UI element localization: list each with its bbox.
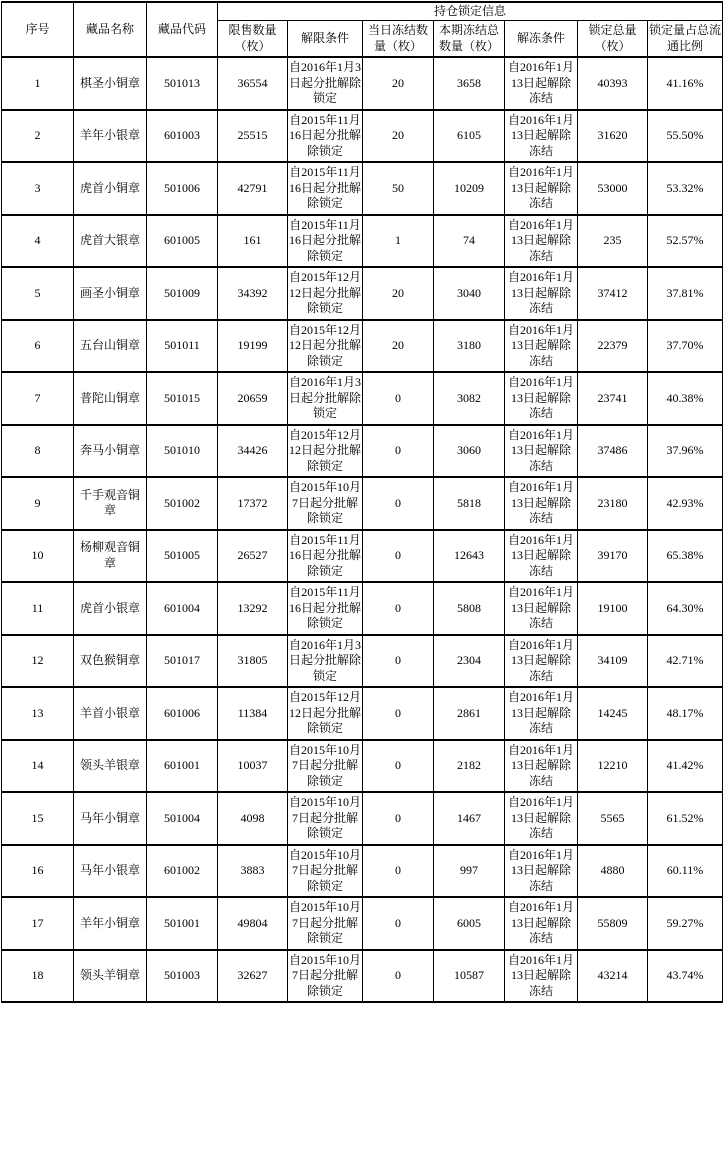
cell-period-frozen-total: 3060: [434, 425, 505, 478]
cell-unfreeze-condition: 自2016年1月13日起解除冻结: [505, 635, 578, 688]
cell-daily-frozen-qty: 20: [363, 110, 434, 163]
cell-lock-ratio: 60.11%: [648, 845, 723, 898]
cell-unlock-condition: 自2015年12月12日起分批解除锁定: [288, 425, 363, 478]
cell-daily-frozen-qty: 0: [363, 425, 434, 478]
cell-item-code: 501006: [147, 162, 218, 215]
cell-unfreeze-condition: 自2016年1月13日起解除冻结: [505, 110, 578, 163]
cell-item-code: 501017: [147, 635, 218, 688]
cell-daily-frozen-qty: 0: [363, 477, 434, 530]
cell-serial: 14: [2, 740, 74, 793]
cell-lock-ratio: 59.27%: [648, 897, 723, 950]
cell-unlock-condition: 自2016年1月3日起分批解除锁定: [288, 372, 363, 425]
cell-locked-total: 40393: [578, 57, 648, 110]
table-header: [2, 2, 723, 57]
cell-period-frozen-total: 2304: [434, 635, 505, 688]
cell-unlock-condition: 自2015年12月12日起分批解除锁定: [288, 267, 363, 320]
cell-serial: 1: [2, 57, 74, 110]
cell-serial: 13: [2, 687, 74, 740]
cell-unlock-condition: 自2015年11月16日起分批解除锁定: [288, 162, 363, 215]
cell-item-name: 羊首小银章: [74, 687, 147, 740]
cell-item-code: 501005: [147, 530, 218, 583]
cell-serial: 17: [2, 897, 74, 950]
group-header-lock-info: 持仓锁定信息: [218, 2, 723, 21]
cell-item-name: 双色猴铜章: [74, 635, 147, 688]
cell-unlock-condition: 自2015年10月7日起分批解除锁定: [288, 897, 363, 950]
cell-restricted-qty: 17372: [218, 477, 288, 530]
cell-serial: 12: [2, 635, 74, 688]
cell-locked-total: 53000: [578, 162, 648, 215]
cell-unlock-condition: 自2015年10月7日起分批解除锁定: [288, 792, 363, 845]
table-row: [2, 740, 723, 793]
cell-locked-total: 34109: [578, 635, 648, 688]
cell-unfreeze-condition: 自2016年1月13日起解除冻结: [505, 267, 578, 320]
cell-unfreeze-condition: 自2016年1月13日起解除冻结: [505, 57, 578, 110]
cell-period-frozen-total: 1467: [434, 792, 505, 845]
cell-lock-ratio: 65.38%: [648, 530, 723, 583]
table-row: [2, 162, 723, 215]
cell-serial: 15: [2, 792, 74, 845]
cell-locked-total: 22379: [578, 320, 648, 373]
cell-restricted-qty: 42791: [218, 162, 288, 215]
cell-lock-ratio: 64.30%: [648, 582, 723, 635]
cell-locked-total: 55809: [578, 897, 648, 950]
cell-period-frozen-total: 74: [434, 215, 505, 268]
cell-unlock-condition: 自2015年10月7日起分批解除锁定: [288, 740, 363, 793]
cell-item-name: 棋圣小铜章: [74, 57, 147, 110]
cell-item-name: 领头羊铜章: [74, 950, 147, 1003]
table-row: [2, 425, 723, 478]
cell-serial: 5: [2, 267, 74, 320]
cell-unlock-condition: 自2015年11月16日起分批解除锁定: [288, 582, 363, 635]
cell-unlock-condition: 自2015年10月7日起分批解除锁定: [288, 845, 363, 898]
cell-item-name: 杨柳观音铜章: [74, 530, 147, 583]
table-row: [2, 582, 723, 635]
cell-daily-frozen-qty: 20: [363, 320, 434, 373]
cell-item-name: 马年小铜章: [74, 792, 147, 845]
cell-item-code: 501002: [147, 477, 218, 530]
cell-daily-frozen-qty: 0: [363, 897, 434, 950]
cell-unfreeze-condition: 自2016年1月13日起解除冻结: [505, 215, 578, 268]
cell-item-code: 601001: [147, 740, 218, 793]
table-row: [2, 635, 723, 688]
cell-unfreeze-condition: 自2016年1月13日起解除冻结: [505, 477, 578, 530]
table-row: [2, 57, 723, 110]
column-header-item-code: 藏品代码: [147, 2, 218, 57]
cell-lock-ratio: 41.16%: [648, 57, 723, 110]
cell-lock-ratio: 43.74%: [648, 950, 723, 1003]
cell-unfreeze-condition: 自2016年1月13日起解除冻结: [505, 950, 578, 1003]
cell-item-name: 普陀山铜章: [74, 372, 147, 425]
cell-item-code: 501011: [147, 320, 218, 373]
cell-restricted-qty: 36554: [218, 57, 288, 110]
cell-daily-frozen-qty: 0: [363, 687, 434, 740]
table-row: [2, 110, 723, 163]
column-header-period-frozen-total: 本期冻结总数量（枚）: [434, 21, 505, 58]
cell-unlock-condition: 自2015年11月16日起分批解除锁定: [288, 215, 363, 268]
cell-locked-total: 31620: [578, 110, 648, 163]
cell-serial: 2: [2, 110, 74, 163]
header-row-top: [2, 2, 723, 21]
cell-item-name: 羊年小银章: [74, 110, 147, 163]
cell-unlock-condition: 自2015年11月16日起分批解除锁定: [288, 110, 363, 163]
column-header-serial: 序号: [2, 2, 74, 57]
cell-item-name: 虎首小铜章: [74, 162, 147, 215]
cell-item-name: 领头羊银章: [74, 740, 147, 793]
cell-restricted-qty: 13292: [218, 582, 288, 635]
cell-serial: 3: [2, 162, 74, 215]
cell-restricted-qty: 26527: [218, 530, 288, 583]
table-row: [2, 845, 723, 898]
cell-period-frozen-total: 6005: [434, 897, 505, 950]
cell-period-frozen-total: 2861: [434, 687, 505, 740]
cell-unlock-condition: 自2015年10月7日起分批解除锁定: [288, 477, 363, 530]
cell-unfreeze-condition: 自2016年1月13日起解除冻结: [505, 792, 578, 845]
cell-daily-frozen-qty: 0: [363, 792, 434, 845]
cell-unlock-condition: 自2015年12月12日起分批解除锁定: [288, 687, 363, 740]
cell-lock-ratio: 53.32%: [648, 162, 723, 215]
cell-restricted-qty: 25515: [218, 110, 288, 163]
cell-serial: 18: [2, 950, 74, 1003]
cell-unlock-condition: 自2015年12月12日起分批解除锁定: [288, 320, 363, 373]
column-header-restricted-qty: 限售数量（枚）: [218, 21, 288, 58]
cell-item-name: 奔马小铜章: [74, 425, 147, 478]
table-row: [2, 687, 723, 740]
cell-lock-ratio: 42.93%: [648, 477, 723, 530]
cell-lock-ratio: 55.50%: [648, 110, 723, 163]
cell-restricted-qty: 3883: [218, 845, 288, 898]
cell-restricted-qty: 161: [218, 215, 288, 268]
column-header-locked-total: 锁定总量（枚）: [578, 21, 648, 58]
cell-locked-total: 23741: [578, 372, 648, 425]
cell-daily-frozen-qty: 0: [363, 845, 434, 898]
cell-lock-ratio: 42.71%: [648, 635, 723, 688]
cell-restricted-qty: 11384: [218, 687, 288, 740]
cell-restricted-qty: 31805: [218, 635, 288, 688]
table-body: [2, 57, 723, 1002]
cell-locked-total: 37412: [578, 267, 648, 320]
cell-item-code: 501015: [147, 372, 218, 425]
cell-daily-frozen-qty: 1: [363, 215, 434, 268]
cell-period-frozen-total: 997: [434, 845, 505, 898]
cell-item-code: 501013: [147, 57, 218, 110]
cell-lock-ratio: 40.38%: [648, 372, 723, 425]
cell-lock-ratio: 37.81%: [648, 267, 723, 320]
cell-period-frozen-total: 3082: [434, 372, 505, 425]
cell-locked-total: 14245: [578, 687, 648, 740]
cell-unlock-condition: 自2016年1月3日起分批解除锁定: [288, 635, 363, 688]
cell-restricted-qty: 10037: [218, 740, 288, 793]
cell-unfreeze-condition: 自2016年1月13日起解除冻结: [505, 372, 578, 425]
cell-period-frozen-total: 2182: [434, 740, 505, 793]
cell-period-frozen-total: 5808: [434, 582, 505, 635]
cell-daily-frozen-qty: 0: [363, 635, 434, 688]
cell-period-frozen-total: 10587: [434, 950, 505, 1003]
cell-unfreeze-condition: 自2016年1月13日起解除冻结: [505, 425, 578, 478]
cell-unlock-condition: 自2015年11月16日起分批解除锁定: [288, 530, 363, 583]
cell-locked-total: 12210: [578, 740, 648, 793]
cell-item-name: 羊年小铜章: [74, 897, 147, 950]
cell-period-frozen-total: 12643: [434, 530, 505, 583]
cell-item-name: 马年小银章: [74, 845, 147, 898]
table-row: [2, 477, 723, 530]
cell-serial: 6: [2, 320, 74, 373]
cell-restricted-qty: 34392: [218, 267, 288, 320]
cell-serial: 9: [2, 477, 74, 530]
cell-locked-total: 37486: [578, 425, 648, 478]
cell-lock-ratio: 52.57%: [648, 215, 723, 268]
cell-lock-ratio: 61.52%: [648, 792, 723, 845]
cell-item-code: 601005: [147, 215, 218, 268]
cell-unfreeze-condition: 自2016年1月13日起解除冻结: [505, 320, 578, 373]
cell-period-frozen-total: 3658: [434, 57, 505, 110]
cell-locked-total: 19100: [578, 582, 648, 635]
cell-unlock-condition: 自2015年10月7日起分批解除锁定: [288, 950, 363, 1003]
cell-unfreeze-condition: 自2016年1月13日起解除冻结: [505, 845, 578, 898]
cell-item-name: 五台山铜章: [74, 320, 147, 373]
cell-locked-total: 5565: [578, 792, 648, 845]
cell-item-code: 501003: [147, 950, 218, 1003]
cell-locked-total: 23180: [578, 477, 648, 530]
cell-restricted-qty: 49804: [218, 897, 288, 950]
cell-item-name: 画圣小铜章: [74, 267, 147, 320]
cell-item-name: 虎首小银章: [74, 582, 147, 635]
cell-serial: 4: [2, 215, 74, 268]
cell-period-frozen-total: 3040: [434, 267, 505, 320]
cell-restricted-qty: 34426: [218, 425, 288, 478]
cell-serial: 10: [2, 530, 74, 583]
cell-serial: 16: [2, 845, 74, 898]
column-header-unlock-condition: 解限条件: [288, 21, 363, 58]
cell-unfreeze-condition: 自2016年1月13日起解除冻结: [505, 687, 578, 740]
cell-restricted-qty: 32627: [218, 950, 288, 1003]
cell-item-name: 虎首大银章: [74, 215, 147, 268]
cell-item-code: 601002: [147, 845, 218, 898]
column-header-unfreeze-condition: 解冻条件: [505, 21, 578, 58]
cell-locked-total: 235: [578, 215, 648, 268]
cell-lock-ratio: 41.42%: [648, 740, 723, 793]
cell-item-code: 501001: [147, 897, 218, 950]
cell-period-frozen-total: 6105: [434, 110, 505, 163]
cell-daily-frozen-qty: 0: [363, 372, 434, 425]
table-row: [2, 950, 723, 1003]
cell-period-frozen-total: 5818: [434, 477, 505, 530]
table-row: [2, 897, 723, 950]
holdings-lock-table: [1, 1, 723, 1003]
cell-daily-frozen-qty: 0: [363, 582, 434, 635]
cell-daily-frozen-qty: 0: [363, 950, 434, 1003]
cell-period-frozen-total: 10209: [434, 162, 505, 215]
cell-unfreeze-condition: 自2016年1月13日起解除冻结: [505, 530, 578, 583]
column-header-daily-frozen-qty: 当日冻结数量（枚）: [363, 21, 434, 58]
cell-serial: 7: [2, 372, 74, 425]
cell-lock-ratio: 37.96%: [648, 425, 723, 478]
table-row: [2, 530, 723, 583]
cell-daily-frozen-qty: 0: [363, 740, 434, 793]
cell-unfreeze-condition: 自2016年1月13日起解除冻结: [505, 897, 578, 950]
cell-item-code: 601004: [147, 582, 218, 635]
cell-lock-ratio: 48.17%: [648, 687, 723, 740]
cell-locked-total: 4880: [578, 845, 648, 898]
cell-daily-frozen-qty: 20: [363, 57, 434, 110]
table-row: [2, 215, 723, 268]
cell-unlock-condition: 自2016年1月3日起分批解除锁定: [288, 57, 363, 110]
cell-daily-frozen-qty: 50: [363, 162, 434, 215]
cell-lock-ratio: 37.70%: [648, 320, 723, 373]
cell-serial: 11: [2, 582, 74, 635]
cell-locked-total: 43214: [578, 950, 648, 1003]
cell-serial: 8: [2, 425, 74, 478]
cell-item-code: 501010: [147, 425, 218, 478]
cell-item-code: 501009: [147, 267, 218, 320]
table-row: [2, 267, 723, 320]
table-row: [2, 320, 723, 373]
cell-restricted-qty: 4098: [218, 792, 288, 845]
cell-locked-total: 39170: [578, 530, 648, 583]
cell-restricted-qty: 20659: [218, 372, 288, 425]
cell-unfreeze-condition: 自2016年1月13日起解除冻结: [505, 740, 578, 793]
column-header-lock-ratio: 锁定量占总流通比例: [648, 21, 723, 58]
cell-daily-frozen-qty: 20: [363, 267, 434, 320]
cell-unfreeze-condition: 自2016年1月13日起解除冻结: [505, 582, 578, 635]
cell-period-frozen-total: 3180: [434, 320, 505, 373]
cell-item-name: 千手观音铜章: [74, 477, 147, 530]
cell-daily-frozen-qty: 0: [363, 530, 434, 583]
cell-item-code: 601006: [147, 687, 218, 740]
cell-item-code: 601003: [147, 110, 218, 163]
table-row: [2, 792, 723, 845]
cell-unfreeze-condition: 自2016年1月13日起解除冻结: [505, 162, 578, 215]
column-header-item-name: 藏品名称: [74, 2, 147, 57]
table-row: [2, 372, 723, 425]
cell-restricted-qty: 19199: [218, 320, 288, 373]
cell-item-code: 501004: [147, 792, 218, 845]
